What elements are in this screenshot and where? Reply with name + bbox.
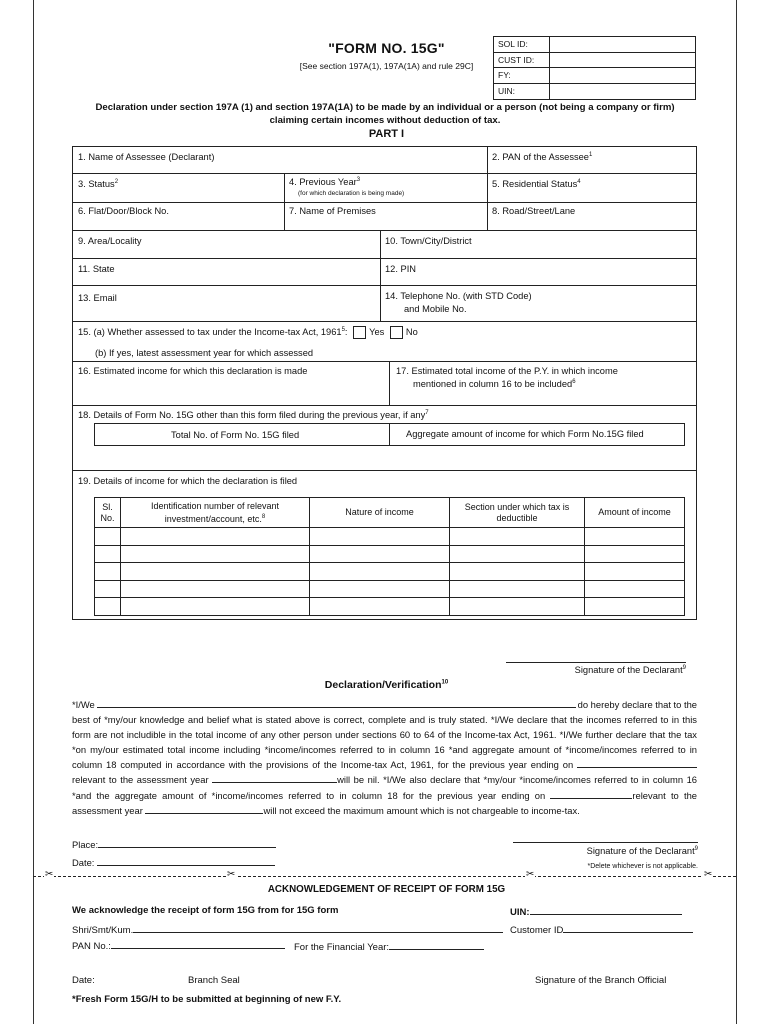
field-14-label: 14. Telephone No. (with STD Code): [385, 291, 532, 301]
verification-paragraph: *I/We do hereby declare that to the best of *my/our knowledge and belief what is stated above is correct, complete and is truly stated. *I/We declare that the incomes referred to in this form are not includible in the total income of any other person under sections 60 to 64 of the Income-tax Act, 1961. *I/We further declare that the tax *on my/our estimated total income including *income/incomes referred to in column 16 *and aggregate amount of *income/incomes referred to in column 18 computed in accordance with the provisions of the Income-tax Act, 1961, for the previous year ending on relevant to the assessment year will be nil. *I/We also declare that *my/our *income/incomes referred to in column 16 *and the aggregate amount of *income/incomes referred to in column 18 for the previous year ending on relevant to the assessment year will not exceed the maximum amount which is not chargeable to income-tax.: [72, 699, 698, 816]
ack-heading: ACKNOWLEDGEMENT OF RECEIPT OF FORM 15G: [267, 884, 506, 895]
yes-checkbox[interactable]: [353, 326, 366, 339]
place-field: Place:: [72, 838, 276, 850]
field-17-sub: mentioned in column 16 to be included$^6$: [413, 379, 576, 390]
fresh-form-note: *Fresh Form 15G/H to be submitted at beginning of new F.Y.: [72, 994, 342, 1005]
col-nature: Nature of income: [310, 498, 450, 528]
field-12-label: 12. PIN: [385, 264, 417, 274]
fy-field[interactable]: [550, 68, 695, 83]
verification-heading: Declaration/Verification$^{10}$: [324, 679, 449, 691]
field-19-label: 19. Details of income for which the declaration is filed: [78, 476, 298, 486]
field-16-label: 16. Estimated income for which this declaration is made: [78, 366, 308, 376]
scissors-icon: ✂: [45, 869, 54, 880]
table-row: [95, 545, 685, 563]
cust-id-label: CUST ID:: [494, 53, 550, 68]
ack-uin: UIN:: [510, 905, 682, 918]
col-section: Section under which tax is deductible: [450, 498, 585, 528]
field-15a-label: 15. (a) Whether assessed to tax under the Income-tax Act, 1961$^5$: Yes No: [78, 326, 418, 339]
declarant-signature-line-2[interactable]: Signature of the Declarant$^9$: [513, 842, 698, 856]
ack-uin-blank[interactable]: [530, 905, 682, 915]
declaration-heading: Declaration under section 197A (1) and section 197A(1A) to be made by an individual or a person (not being a company or firm) claiming certain incomes without deduction of tax.: [95, 102, 675, 126]
ack-pan-blank[interactable]: [111, 939, 285, 949]
sol-id-field[interactable]: [550, 37, 695, 52]
ack-pan: PAN No.:: [72, 939, 285, 952]
col-identification: Identification number of relevant investment/account, etc.$^8$: [121, 498, 310, 528]
ack-name-blank[interactable]: [133, 923, 503, 933]
cut-line: [33, 876, 736, 877]
col-amount: Amount of income: [585, 498, 685, 528]
income-details-table: [94, 497, 685, 616]
cust-id-field[interactable]: [550, 53, 695, 68]
field-10-label: 10. Town/City/District: [385, 236, 472, 246]
page-left-border: [33, 0, 34, 1024]
ack-name: Shri/Smt/Kum.: [72, 923, 503, 936]
part1-sheet: [72, 146, 697, 620]
field-14-sub: and Mobile No.: [404, 304, 467, 314]
ending-on-blank-1[interactable]: [577, 758, 697, 768]
field-3-label: 3. Status$^2$: [78, 179, 119, 190]
form-subtitle: [See section 197A(1), 197A(1A) and rule 29C]: [299, 61, 474, 71]
field-1-label: 1. Name of Assessee (Declarant): [78, 152, 215, 162]
field-4-note: (for which declaration is being made): [298, 190, 405, 197]
col-sl-no: Sl. No.: [95, 498, 121, 528]
ack-statement: We acknowledge the receipt of form 15G from for 15G form: [72, 905, 339, 916]
field-18-col2: Aggregate amount of income for which Form No.15G filed: [406, 429, 644, 439]
table-row: [95, 598, 685, 616]
scissors-icon: ✂: [704, 869, 713, 880]
place-blank[interactable]: [98, 838, 276, 848]
ack-customer-id: Customer ID: [510, 923, 693, 936]
date-blank[interactable]: [97, 856, 275, 866]
field-18-col1: Total No. of Form No. 15G filed: [171, 430, 300, 440]
field-7-label: 7. Name of Premises: [289, 206, 376, 216]
field-4-label: 4. Previous Year$^3$: [289, 177, 361, 188]
branch-seal: Branch Seal: [188, 975, 240, 986]
sol-id-box: [493, 36, 696, 100]
field-11-label: 11. State: [78, 264, 115, 274]
field-9-label: 9. Area/Locality: [78, 236, 142, 246]
ending-on-blank-2[interactable]: [550, 789, 632, 799]
field-13-label: 13. Email: [78, 293, 117, 303]
ack-fy-blank[interactable]: [389, 940, 484, 950]
assessment-year-blank-2[interactable]: [145, 804, 263, 814]
declarant-name-blank[interactable]: [97, 698, 576, 708]
assessment-year-blank-1[interactable]: [212, 773, 337, 783]
sol-id-label: SOL ID:: [494, 37, 550, 52]
uin-field[interactable]: [550, 84, 695, 100]
field-18-label: 18. Details of Form No. 15G other than this form filed during the previous year, if any$^7$: [78, 410, 429, 421]
field-8-label: 8. Road/Street/Lane: [492, 206, 576, 216]
uin-label: UIN:: [494, 84, 550, 100]
field-2-label: 2. PAN of the Assessee$^1$: [492, 152, 593, 163]
table-row: [95, 563, 685, 581]
form-title: "FORM NO. 15G": [328, 40, 445, 56]
field-6-label: 6. Flat/Door/Block No.: [78, 206, 169, 216]
ack-date: Date:: [72, 975, 95, 986]
fy-label: FY:: [494, 68, 550, 83]
declarant-signature-line[interactable]: Signature of the Declarant$^9$: [506, 662, 686, 675]
page-right-border: [736, 0, 737, 1024]
field-5-label: 5. Residential Status$^4$: [492, 179, 581, 190]
no-checkbox[interactable]: [390, 326, 403, 339]
field-17-label: 17. Estimated total income of the P.Y. in which income: [396, 366, 618, 376]
delete-note: *Delete whichever is not applicable.: [587, 863, 698, 870]
branch-signature: Signature of the Branch Official: [535, 975, 667, 986]
table-row: [95, 528, 685, 546]
scissors-icon: ✂: [526, 869, 535, 880]
field-15b-label: (b) If yes, latest assessment year for which assessed: [95, 348, 314, 358]
scissors-icon: ✂: [227, 869, 236, 880]
ack-customer-id-blank[interactable]: [563, 923, 693, 933]
date-field: Date:: [72, 856, 275, 868]
table-row: [95, 580, 685, 598]
part-heading: PART I: [368, 128, 405, 140]
ack-financial-year: For the Financial Year:: [294, 940, 484, 953]
